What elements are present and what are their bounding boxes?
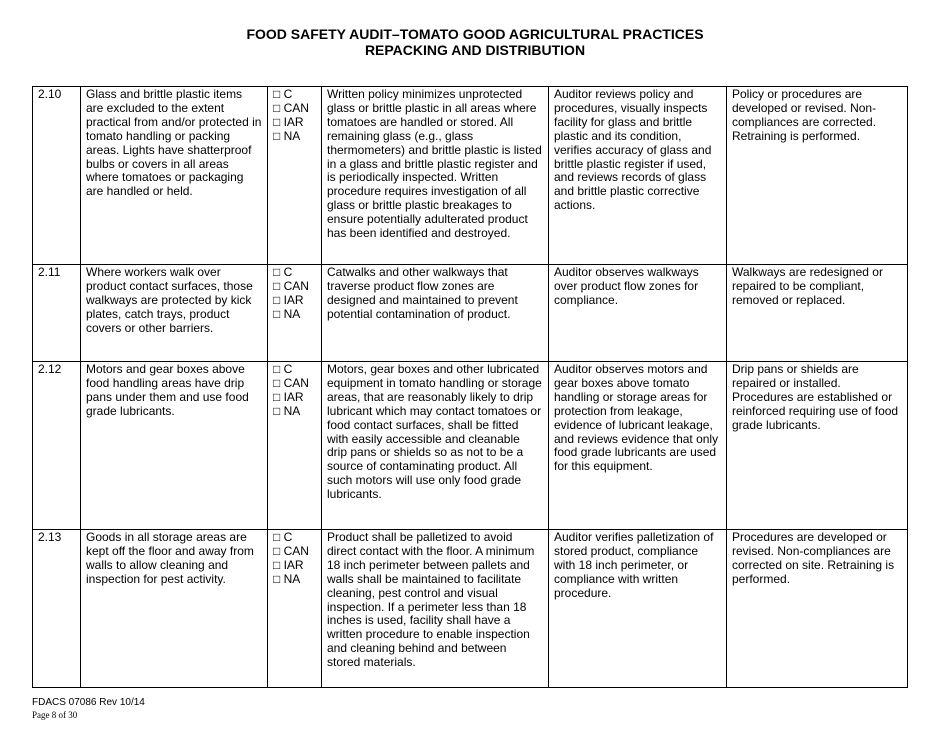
- checkbox-c[interactable]: □ C: [273, 265, 293, 279]
- requirement-text: Motors and gear boxes above food handling areas have drip pans under them and use food grade lubricants.: [81, 362, 268, 530]
- checkbox-c[interactable]: □ C: [273, 362, 293, 376]
- item-number: 2.10: [33, 87, 81, 265]
- table-row: [33, 265, 908, 362]
- checkbox-can[interactable]: □ CAN: [273, 100, 309, 115]
- item-number: 2.11: [33, 265, 81, 362]
- checkbox-c[interactable]: □ C: [273, 87, 293, 101]
- requirement-text: Where workers walk over product contact surfaces, those walkways are protected by kick plates, catch trays, product covers or other barriers.: [81, 265, 268, 362]
- audit-table: [32, 86, 908, 688]
- compliance-criteria: Written policy minimizes unprotected glass or brittle plastic in all areas where tomatoes are handled or stored. All remaining glass (e.g., glass thermometers) and brittle plastic is listed in a glass and brittle plastic register and is periodically inspected. Written procedure requires investigation of all glass or brittle plastic breakages to ensure potentially adulterated product has been identified and destroyed.: [322, 87, 549, 265]
- checkbox-iar[interactable]: □ IAR: [273, 114, 304, 129]
- checkbox-na[interactable]: □ NA: [273, 128, 301, 143]
- rating-options: [268, 265, 322, 362]
- compliance-criteria: Catwalks and other walkways that traverse product flow zones are designed and maintained to prevent potential contamination of product.: [322, 265, 549, 362]
- verification-text: Auditor observes walkways over product flow zones for compliance.: [549, 265, 727, 362]
- checkbox-can[interactable]: □ CAN: [273, 375, 309, 390]
- checkbox-na[interactable]: □ NA: [273, 403, 301, 418]
- checkbox-can[interactable]: □ CAN: [273, 278, 309, 293]
- checkbox-iar[interactable]: □ IAR: [273, 389, 304, 404]
- verification-text: Auditor observes motors and gear boxes above tomato handling or storage areas for protection from leakage, evidence of lubricant leakage, and reviews evidence that only food grade lubricants are used for this equipment.: [549, 362, 727, 530]
- checkbox-na[interactable]: □ NA: [273, 571, 301, 586]
- table-row: [33, 362, 908, 530]
- item-number: 2.13: [33, 530, 81, 688]
- verification-text: Auditor reviews policy and procedures, visually inspects facility for glass and brittle plastic and its condition, verifies accuracy of glass and brittle plastic register if used, and reviews records of glass and brittle plastic corrective actions.: [549, 87, 727, 265]
- checkbox-na[interactable]: □ NA: [273, 306, 301, 321]
- requirement-text: Glass and brittle plastic items are excluded to the extent practical from and/or protected in tomato handling or packing areas. Lights have shatterproof bulbs or covers in all areas where tomatoes or packaging are handled or held.: [81, 87, 268, 265]
- requirement-text: Goods in all storage areas are kept off the floor and away from walls to allow cleaning and inspection for pest activity.: [81, 530, 268, 688]
- corrective-action: Walkways are redesigned or repaired to be compliant, removed or replaced.: [727, 265, 908, 362]
- page-number: Page 8 of 30: [32, 710, 78, 720]
- rating-options: [268, 87, 322, 265]
- form-id: FDACS 07086 Rev 10/14: [32, 697, 145, 708]
- compliance-criteria: Motors, gear boxes and other lubricated equipment in tomato handling or storage areas, that are reasonably likely to drip lubricant which may contact tomatoes or food contact surfaces, shall be fitted with easily accessible and cleanable drip pans or shields so as not to be a source of contaminating product. All such motors will use only food grade lubricants.: [322, 362, 549, 530]
- checkbox-iar[interactable]: □ IAR: [273, 557, 304, 572]
- checkbox-c[interactable]: □ C: [273, 530, 293, 544]
- corrective-action: Drip pans or shields are repaired or installed. Procedures are established or reinforced requiring use of food grade lubricants.: [727, 362, 908, 530]
- table-row: [33, 87, 908, 265]
- rating-options: [268, 530, 322, 688]
- rating-options: [268, 362, 322, 530]
- compliance-criteria: Product shall be palletized to avoid direct contact with the floor. A minimum 18 inch perimeter between pallets and walls shall be maintained to facilitate cleaning, pest control and visual inspection. If a perimeter less than 18 inches is used, facility shall have a written procedure to enable inspection and cleaning behind and between stored materials.: [322, 530, 549, 688]
- corrective-action: Procedures are developed or revised. Non-compliances are corrected on site. Retraining is performed.: [727, 530, 908, 688]
- verification-text: Auditor verifies palletization of stored product, compliance with 18 inch perimeter, or compliance with written procedure.: [549, 530, 727, 688]
- item-number: 2.12: [33, 362, 81, 530]
- checkbox-iar[interactable]: □ IAR: [273, 292, 304, 307]
- document-title-line-1: FOOD SAFETY AUDIT–TOMATO GOOD AGRICULTURAL PRACTICES: [246, 26, 704, 42]
- corrective-action: Policy or procedures are developed or revised. Non-compliances are corrected. Retraining is performed.: [727, 87, 908, 265]
- document-title-line-2: REPACKING AND DISTRIBUTION: [364, 42, 586, 58]
- checkbox-can[interactable]: □ CAN: [273, 543, 309, 558]
- table-row: [33, 530, 908, 688]
